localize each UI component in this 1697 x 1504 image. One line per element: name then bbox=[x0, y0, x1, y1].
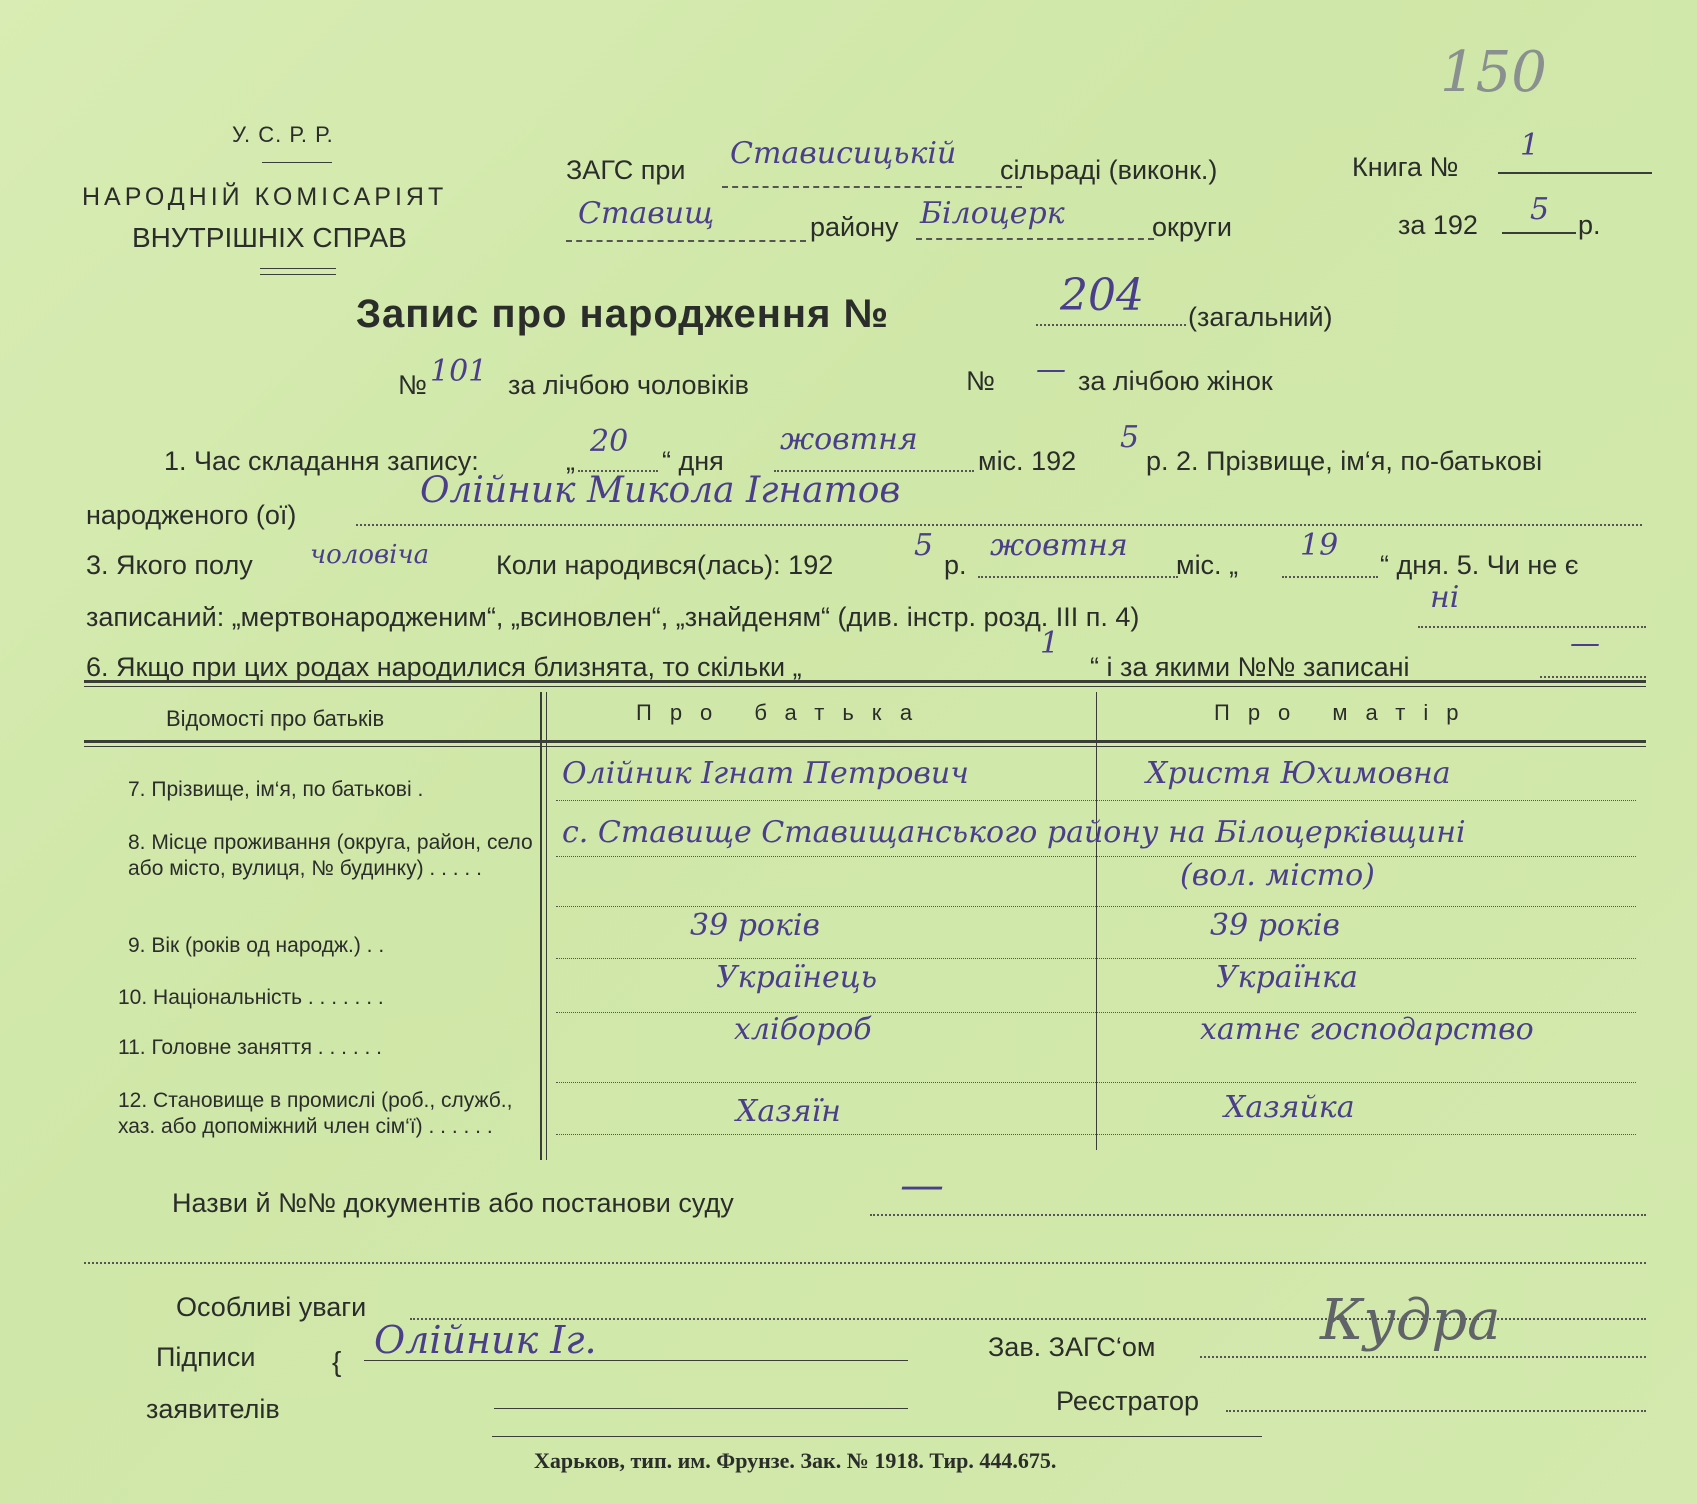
row-label-name: 7. Прізвище, ім‘я, по батькові . bbox=[128, 778, 424, 801]
twins-nums-field bbox=[1540, 676, 1646, 678]
signature-bracket: { bbox=[332, 1346, 342, 1377]
column-divider bbox=[546, 692, 547, 1160]
item3-tail: “ дня. 5. Чи не є bbox=[1380, 550, 1579, 580]
quote-open: „ bbox=[566, 446, 575, 476]
birth-year-suffix: р. bbox=[944, 550, 967, 580]
child-name-value: Олійник Микола Ігнатов bbox=[420, 470, 901, 511]
status-value: ні bbox=[1430, 580, 1460, 615]
district-value: Ставищ bbox=[578, 196, 715, 231]
twins-value: 1 bbox=[1040, 626, 1060, 661]
birth-day-field bbox=[1282, 576, 1378, 578]
archive-number: 150 bbox=[1440, 40, 1547, 105]
printer-imprint: Харьков, тип. им. Фрунзе. Зак. № 1918. Тир. 444.675. bbox=[534, 1448, 1057, 1473]
row-label-position: 12. Становище в промислі (роб., служб., хаз. або допоміжний член сім‘ї) . . . . . . bbox=[118, 1089, 513, 1138]
birth-month-value: жовтня bbox=[990, 528, 1128, 563]
zags-label: ЗАГС при bbox=[566, 155, 686, 185]
birth-day-value: 19 bbox=[1300, 528, 1339, 563]
father-occupation-value: хлібороб bbox=[734, 1012, 872, 1047]
commissariat-line2: ВНУТРІШНІХ СПРАВ bbox=[132, 222, 407, 253]
birth-label: Коли народився(лась): 192 bbox=[496, 550, 834, 580]
table-header-rule bbox=[84, 740, 1646, 743]
okrug-value: Білоцерк bbox=[920, 196, 1065, 231]
book-year-label: за 192 bbox=[1398, 210, 1478, 240]
documents-label: Назви й №№ документів або постанови суду bbox=[172, 1188, 734, 1218]
documents-value: — bbox=[900, 1160, 944, 1211]
male-count-value: 101 bbox=[430, 354, 488, 389]
male-count-prefix: № bbox=[398, 370, 427, 400]
day-label: “ дня bbox=[662, 446, 724, 476]
father-name-value: Олійник Ігнат Петрович bbox=[562, 756, 969, 791]
father-age-value: 39 років bbox=[690, 908, 820, 943]
father-residence-value: с. Ставище Ставищанського району на Білоцерківщині bbox=[562, 815, 1466, 850]
record-number-field bbox=[1036, 324, 1186, 326]
registrar-label: Реєстратор bbox=[1056, 1386, 1200, 1416]
birth-year-value: 5 bbox=[914, 528, 934, 563]
record-number-value: 204 bbox=[1060, 270, 1144, 321]
footer-rule bbox=[492, 1436, 1262, 1437]
father-position-value: Хазяїн bbox=[736, 1094, 841, 1129]
column-divider bbox=[540, 692, 542, 1160]
col2-header: Про батька bbox=[636, 700, 931, 725]
item5-label: записаний: „мертвонародженим“, „всиновлен“, „знайденям“ (див. інстр. розд. ІІІ п. 4) bbox=[86, 602, 1140, 632]
remarks-label: Особливі уваги bbox=[176, 1292, 367, 1322]
row-rule bbox=[556, 906, 1636, 907]
zags-suffix: сільраді (виконк.) bbox=[1000, 155, 1218, 185]
col3-header: Про матір bbox=[1214, 700, 1477, 725]
item1-label: 1. Час складання запису: bbox=[164, 446, 479, 476]
item6-label: 6. Якщо при цих родах народилися близнята, то скільки „ bbox=[86, 652, 802, 682]
book-number-value: 1 bbox=[1520, 128, 1540, 163]
divider bbox=[262, 162, 332, 163]
mother-residence-value: (вол. місто) bbox=[1180, 858, 1375, 893]
twins-nums-label: “ і за якими №№ записані bbox=[1090, 652, 1410, 682]
row-rule bbox=[556, 1082, 1636, 1083]
female-count-prefix: № bbox=[966, 366, 995, 396]
row-label-occupation: 11. Головне заняття . . . . . . bbox=[118, 1036, 382, 1059]
applicant-signature: Олійник Іг. bbox=[374, 1318, 597, 1362]
female-count-label: за лічбою жінок bbox=[1078, 366, 1273, 396]
col1-header: Відомості про батьків bbox=[166, 706, 385, 731]
birth-month-label: міс. „ bbox=[1176, 550, 1239, 580]
female-count-value: — bbox=[1036, 352, 1066, 387]
applicant-signature-line-2 bbox=[494, 1408, 908, 1409]
record-year-value: 5 bbox=[1120, 420, 1140, 455]
mother-occupation-value: хатнє господарство bbox=[1200, 1012, 1534, 1047]
documents-field bbox=[870, 1214, 1646, 1216]
republic-label: У. С. Р. Р. bbox=[232, 122, 334, 147]
head-signature: Кудра bbox=[1320, 1288, 1501, 1353]
table-header-rule bbox=[84, 746, 1646, 747]
divider bbox=[260, 268, 336, 269]
item2-label: народженого (ої) bbox=[86, 500, 297, 530]
book-year-field bbox=[1502, 232, 1576, 234]
item1-tail: р. 2. Прізвище, ім‘я, по-батькові bbox=[1146, 446, 1543, 476]
status-field bbox=[1418, 626, 1646, 628]
row-label-residence: 8. Місце проживання (округа, район, село або місто, вулиця, № будинку) . . . . . bbox=[128, 831, 533, 880]
child-name-field bbox=[356, 524, 1642, 526]
divider bbox=[260, 274, 336, 275]
row-rule bbox=[556, 800, 1636, 801]
month-label: міс. 192 bbox=[978, 446, 1077, 476]
male-count-label: за лічбою чоловіків bbox=[508, 370, 750, 400]
table-top-rule bbox=[84, 686, 1646, 687]
item3-label: 3. Якого полу bbox=[86, 550, 253, 580]
mother-age-value: 39 років bbox=[1210, 908, 1340, 943]
row-rule bbox=[556, 958, 1636, 959]
head-signature-field bbox=[1200, 1356, 1646, 1358]
okrug-field bbox=[916, 238, 1154, 240]
birth-month-field bbox=[978, 576, 1178, 578]
table-top-rule bbox=[84, 680, 1646, 683]
record-month-value: жовтня bbox=[780, 422, 918, 457]
zags-village-field bbox=[722, 186, 1022, 188]
row-label-nationality: 10. Національність . . . . . . . bbox=[118, 986, 384, 1009]
book-number-field bbox=[1498, 172, 1652, 174]
commissariat-line1: НАРОДНІЙ КОМІСАРІЯТ bbox=[82, 183, 448, 211]
book-year-value: 5 bbox=[1530, 192, 1550, 227]
row-rule bbox=[556, 1134, 1636, 1135]
book-label: Книга № bbox=[1352, 152, 1459, 182]
zags-village-value: Стависицькій bbox=[730, 136, 957, 171]
registrar-signature-field bbox=[1226, 1410, 1646, 1412]
record-general-label: (загальний) bbox=[1188, 302, 1333, 332]
mother-name-value: Христя Юхимовна bbox=[1146, 756, 1451, 791]
district-field bbox=[566, 240, 806, 242]
sex-value: чоловіча bbox=[310, 540, 430, 570]
signatures-label-2: заявителів bbox=[146, 1394, 280, 1424]
okrug-label: округи bbox=[1152, 212, 1232, 242]
row-label-age: 9. Вік (років од народж.) . . bbox=[128, 934, 385, 957]
father-nationality-value: Українець bbox=[716, 960, 878, 995]
mother-nationality-value: Українка bbox=[1216, 960, 1358, 995]
record-day-value: 20 bbox=[590, 424, 629, 459]
twins-nums-value: — bbox=[1570, 626, 1600, 661]
record-title: Запис про народження № bbox=[356, 292, 890, 336]
mother-position-value: Хазяйка bbox=[1224, 1090, 1355, 1125]
book-year-suffix: р. bbox=[1578, 210, 1601, 240]
documents-field-line2 bbox=[84, 1262, 1646, 1264]
head-label: Зав. ЗАГС‘ом bbox=[988, 1332, 1156, 1362]
signatures-label: Підписи bbox=[156, 1342, 256, 1372]
district-label: району bbox=[810, 212, 899, 242]
